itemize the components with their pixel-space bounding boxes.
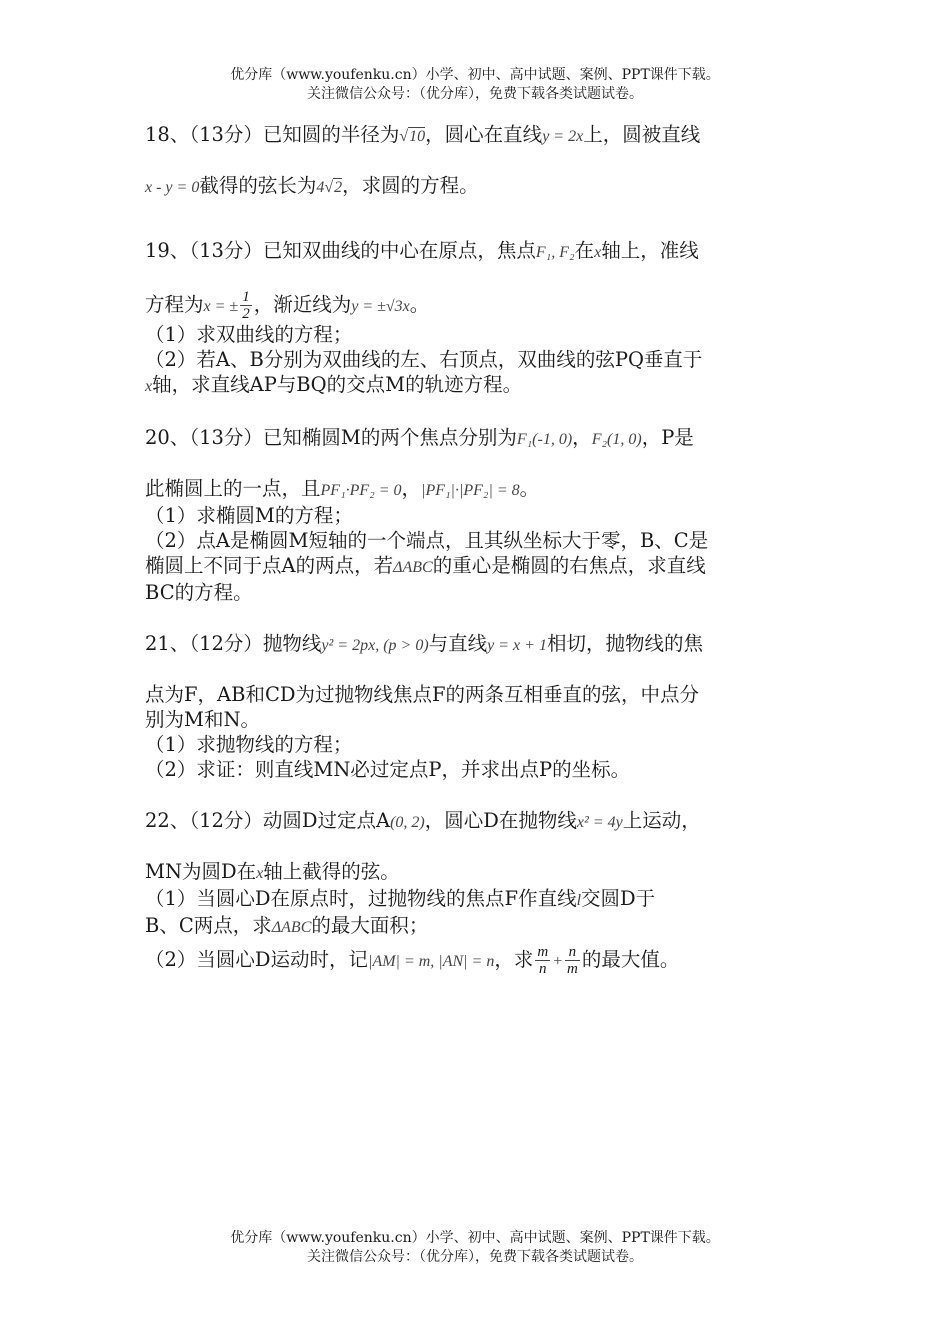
page-header xyxy=(0,66,950,104)
q19-text-a: 19、（13分）已知双曲线的中心在原点，焦点 xyxy=(145,239,536,262)
q22-fraction-1 xyxy=(535,944,550,977)
q22-text-d: MN为圆D在 xyxy=(145,860,257,883)
q22-math-x: x xyxy=(256,865,264,882)
q21-text-a: 21、（12分）抛物线 xyxy=(145,632,322,655)
q22-line-2 xyxy=(145,859,807,886)
q19-math-x: x xyxy=(594,244,602,261)
q22-text-p2a: （2）当圆心D运动时，记 xyxy=(145,948,369,971)
q22-text-a: 22、（12分）动圆D过定点A xyxy=(145,809,391,832)
page-footer xyxy=(0,1229,950,1267)
q22-frac2-num: n xyxy=(565,944,580,961)
q22-frac1-den: n xyxy=(539,961,547,977)
q19-math-foci: F₁, F₂ xyxy=(535,244,575,261)
question-18 xyxy=(145,122,807,200)
q22-text-b: ，圆心D在抛物线 xyxy=(424,809,577,832)
q18-text-a: 18、（13分）已知圆的半径为 xyxy=(145,123,400,146)
q19-text-f: 。 xyxy=(409,293,430,316)
q22-part-2 xyxy=(145,940,807,982)
q18-math-chord-line: x - y = 0 xyxy=(145,179,200,196)
question-19 xyxy=(145,238,807,399)
q20-math-f2: F₂(1, 0) xyxy=(591,431,642,448)
q20-text-b: ， xyxy=(572,426,592,449)
q20-text-d: 此椭圆上的一点，且 xyxy=(145,477,321,500)
q22-fraction-2 xyxy=(565,944,580,977)
q22-math-point: (0, 2) xyxy=(390,814,425,831)
q22-frac1-num: m xyxy=(537,944,549,960)
q20-text-c: ，P是 xyxy=(641,426,694,449)
q19-math-asymptote: y = ±√3x xyxy=(351,298,410,315)
q21-line-3: 别为M和N。 xyxy=(145,708,261,731)
q22-text-c: 上运动， xyxy=(622,809,701,832)
q21-math-parabola: y² = 2px, (p > 0) xyxy=(321,637,429,654)
q18-text-b: ，圆心在直线 xyxy=(425,123,543,146)
q19-part-2b xyxy=(145,372,807,399)
q22-text-p2c: 的最大值。 xyxy=(581,948,680,971)
q22-text-p1a: （1）当圆心D在原点时，过抛物线的焦点F作直线 xyxy=(145,887,577,910)
q21-line-1 xyxy=(145,631,807,658)
q18-math-radius: √10 xyxy=(399,128,426,145)
q20-line-1 xyxy=(145,425,807,452)
q21-text-c: 相切，抛物线的焦 xyxy=(546,632,703,655)
q22-plus: + xyxy=(552,953,563,970)
q19-text-c: 轴上，准线 xyxy=(601,239,699,262)
question-20 xyxy=(145,425,807,605)
q20-part-1: （1）求椭圆M的方程； xyxy=(145,504,353,527)
q19-frac-num: 1 xyxy=(242,289,250,305)
q22-math-l: l xyxy=(576,892,582,909)
q22-text-p1c: B、C两点，求 xyxy=(145,914,272,937)
q19-math-x-axis: x xyxy=(145,378,153,395)
header-line-1: 优分库（www.youfenku.cn）小学、初中、高中试题、案例、PPT课件下载。 xyxy=(230,67,720,83)
header-line-2: 关注微信公众号：（优分库），免费下载各类试题试卷。 xyxy=(307,86,643,102)
q20-math-f1: F₁(-1, 0) xyxy=(516,431,573,448)
exam-content xyxy=(145,122,807,982)
footer-line-2: 关注微信公众号：（优分库），免费下载各类试题试卷。 xyxy=(307,1249,643,1265)
q22-math-lengths: |AM| = m, |AN| = n xyxy=(368,953,495,970)
q19-text-b: 在 xyxy=(574,239,595,262)
question-21 xyxy=(145,631,807,782)
q22-line-1 xyxy=(145,808,807,835)
q22-text-p2b: ，求 xyxy=(494,948,534,971)
q20-part-2b xyxy=(145,553,807,580)
footer-line-1: 优分库（www.youfenku.cn）小学、初中、高中试题、案例、PPT课件下载。 xyxy=(230,1230,720,1246)
q19-fraction xyxy=(240,289,252,322)
q21-part-2: （2）求证：则直线MN必过定点P，并求出点P的坐标。 xyxy=(145,758,631,781)
q22-part-1a xyxy=(145,886,807,913)
q19-text-d: 方程为 xyxy=(145,293,204,316)
q20-math-product: |PF₁|·|PF₂| = 8 xyxy=(421,482,520,499)
q19-line-1 xyxy=(145,238,807,265)
q19-math-directrix: x = ± xyxy=(203,298,239,315)
q20-text-p2c: 的重心是椭圆的右焦点，求直线 xyxy=(432,554,706,577)
q19-part-1: （1）求双曲线的方程； xyxy=(145,323,353,346)
q19-text-p2b: 轴，求直线AP与BQ的交点M的轨迹方程。 xyxy=(152,373,523,396)
q18-math-chord-length: 4√2 xyxy=(316,179,343,196)
q21-math-line: y = x + 1 xyxy=(487,637,547,654)
q18-line-2 xyxy=(145,173,807,200)
q20-math-dot: PF₁·PF₂ = 0 xyxy=(320,482,402,499)
q22-math-triangle: ΔABC xyxy=(271,919,312,936)
q21-part-1: （1）求抛物线的方程； xyxy=(145,733,353,756)
q20-line-2 xyxy=(145,476,807,503)
q22-text-p1b: 交圆D于 xyxy=(581,887,656,910)
q22-frac2-den: m xyxy=(567,961,578,977)
q22-math-parabola: x² = 4y xyxy=(576,814,623,831)
q19-part-2a: （2）若A、B分别为双曲线的左、右顶点，双曲线的弦PQ垂直于 xyxy=(145,348,703,371)
q21-text-b: 与直线 xyxy=(428,632,488,655)
q19-line-2 xyxy=(145,289,807,322)
q18-text-c: 上，圆被直线 xyxy=(583,123,701,146)
q20-text-p2b: 椭圆上不同于点A的两点，若 xyxy=(145,554,394,577)
q22-text-p1d: 的最大面积； xyxy=(311,914,429,937)
q20-text-f: 。 xyxy=(519,477,540,500)
q19-frac-den: 2 xyxy=(242,306,250,322)
question-22 xyxy=(145,808,807,982)
q18-math-line: y = 2x xyxy=(542,128,584,145)
q19-text-e: ，渐近线为 xyxy=(253,293,352,316)
q20-text-a: 20、（13分）已知椭圆M的两个焦点分别为 xyxy=(145,426,517,449)
q18-text-d: 截得的弦长为 xyxy=(199,174,317,197)
q20-math-triangle: ΔABC xyxy=(393,559,433,576)
q18-text-e: ，求圆的方程。 xyxy=(342,174,479,197)
q22-text-e: 轴上截得的弦。 xyxy=(263,860,400,883)
q20-text-e: ， xyxy=(401,477,422,500)
q20-part-2a: （2）点A是椭圆M短轴的一个端点，且其纵坐标大于零，B、C是 xyxy=(145,529,709,552)
q18-line-1 xyxy=(145,122,807,149)
q22-part-1b xyxy=(145,913,807,940)
q20-part-2d: BC的方程。 xyxy=(145,581,253,604)
q21-line-2: 点为F，AB和CD为过抛物线焦点F的两条互相垂直的弦，中点分 xyxy=(145,683,700,706)
